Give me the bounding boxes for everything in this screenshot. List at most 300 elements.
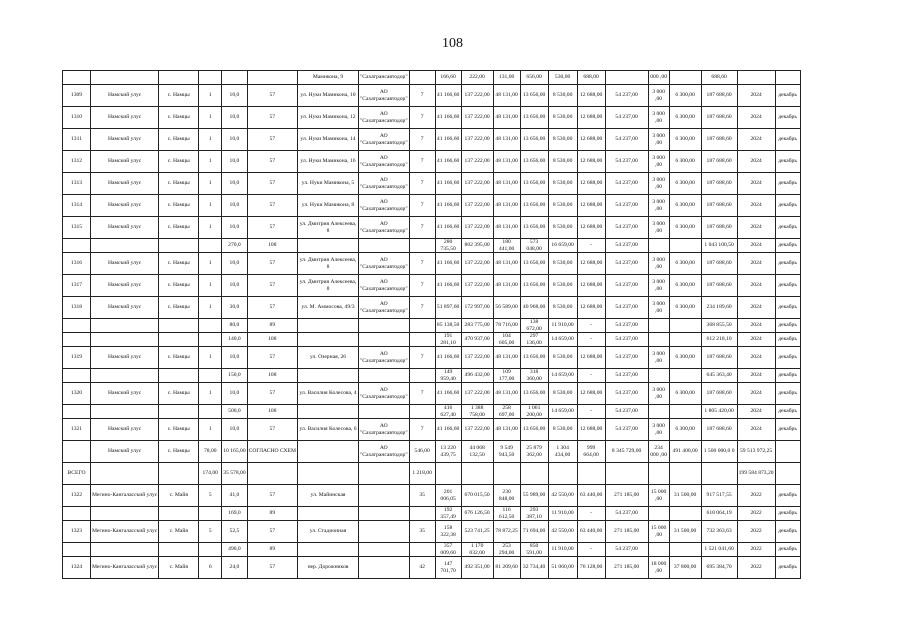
- cell: 6 300,00: [669, 217, 701, 239]
- cell: 187 688,60: [701, 217, 737, 239]
- cell: 137 222,00: [461, 275, 493, 297]
- cell: Намский улус: [91, 275, 159, 297]
- cell: 13 656,00: [520, 195, 548, 217]
- cell: с. Майя: [159, 485, 199, 507]
- cell: 1316: [63, 253, 91, 275]
- cell: 57: [247, 275, 297, 297]
- cell: [648, 507, 669, 521]
- cell: [63, 333, 91, 347]
- cell: 54 237,00: [605, 85, 648, 107]
- cell: -: [577, 319, 605, 333]
- cell: 57: [247, 151, 297, 173]
- cell: 54 237,00: [605, 129, 648, 151]
- cell: [493, 463, 520, 485]
- cell: [298, 369, 359, 383]
- cell: [669, 333, 701, 347]
- cell: 8 530,00: [548, 253, 577, 275]
- cell: декабрь: [775, 369, 800, 383]
- cell: 283 775,00: [461, 319, 493, 333]
- cell: [159, 507, 199, 521]
- cell: -: [577, 405, 605, 419]
- cell: [159, 543, 199, 557]
- cell: 10,0: [222, 85, 247, 107]
- cell: [199, 333, 222, 347]
- cell: 35: [409, 485, 435, 507]
- cell: декабрь: [775, 275, 800, 297]
- page-number: 108: [442, 36, 463, 51]
- cell: 12 688,00: [577, 107, 605, 129]
- cell: [409, 239, 435, 253]
- cell: 42 550,00: [548, 485, 577, 507]
- cell: [247, 463, 297, 485]
- cell: с. Намцы: [159, 253, 199, 275]
- cell: [737, 71, 775, 85]
- cell: 14 659,00: [548, 369, 577, 383]
- cell: 41 166,60: [435, 217, 461, 239]
- cell: Мегино-Кангаласский улус: [91, 521, 159, 543]
- cell: [63, 369, 91, 383]
- cell: [648, 405, 669, 419]
- cell: 57: [247, 129, 297, 151]
- cell: [298, 441, 359, 463]
- cell: 48 131,00: [493, 419, 520, 441]
- table-row: [63, 107, 801, 129]
- cell: с. Намцы: [159, 129, 199, 151]
- cell: 54 237,00: [605, 275, 648, 297]
- table-row: [63, 405, 801, 419]
- cell: 470 937,00: [461, 333, 493, 347]
- cell: 2024: [737, 297, 775, 319]
- cell: 7: [409, 297, 435, 319]
- cell: 1 043 100,50: [701, 239, 737, 253]
- cell: [63, 543, 91, 557]
- cell: 57: [247, 253, 297, 275]
- cell: 1: [199, 253, 222, 275]
- cell: 1 388 758,00: [461, 405, 493, 419]
- cell: 10,0: [222, 419, 247, 441]
- cell: 137 222,00: [461, 347, 493, 369]
- cell: ул. Нуки Мамикона, 10: [298, 85, 359, 107]
- cell: 89: [247, 319, 297, 333]
- cell: 54 237,00: [605, 253, 648, 275]
- cell: Намский улус: [91, 173, 159, 195]
- cell: [409, 333, 435, 347]
- cell: 999 664,00: [577, 441, 605, 463]
- cell: АО "Сахатрансавтодор": [359, 347, 410, 369]
- cell: АО "Сахатрансавтодор": [359, 383, 410, 405]
- cell: 6 300,00: [669, 419, 701, 441]
- cell: [63, 319, 91, 333]
- cell: [577, 463, 605, 485]
- cell: 35: [409, 521, 435, 543]
- cell: 13 656,00: [520, 253, 548, 275]
- cell: [91, 319, 159, 333]
- cell: 676 126,50: [461, 507, 493, 521]
- cell: 187 688,60: [701, 195, 737, 217]
- table-row: [63, 383, 801, 405]
- cell: 54 237,00: [605, 347, 648, 369]
- cell: [359, 463, 410, 485]
- cell: 8 530,00: [548, 85, 577, 107]
- cell: 138 672,00: [520, 319, 548, 333]
- cell: 3 000 ,00: [648, 129, 669, 151]
- cell: 10,0: [222, 217, 247, 239]
- cell: 2024: [737, 369, 775, 383]
- cell: 1: [199, 383, 222, 405]
- cell: декабрь: [775, 297, 800, 319]
- cell: 8 345 729,00: [605, 441, 648, 463]
- cell: [159, 319, 199, 333]
- cell: 490,0: [222, 543, 247, 557]
- cell: [91, 507, 159, 521]
- cell: декабрь: [775, 151, 800, 173]
- cell: 54 237,00: [605, 507, 648, 521]
- cell: 11 910,00: [548, 543, 577, 557]
- cell: декабрь: [775, 173, 800, 195]
- cell: 78 716,00: [493, 319, 520, 333]
- cell: АО "Сахатрансавтодор": [359, 275, 410, 297]
- cell: 2024: [737, 383, 775, 405]
- cell: [520, 463, 548, 485]
- cell: 7: [409, 107, 435, 129]
- table-row: [63, 217, 801, 239]
- cell: [669, 405, 701, 419]
- cell: 6: [199, 557, 222, 579]
- cell: 6 300,00: [669, 107, 701, 129]
- cell: [63, 71, 91, 85]
- cell: [359, 319, 410, 333]
- cell: 7: [409, 173, 435, 195]
- cell: 688,60: [701, 71, 737, 85]
- cell: 18 000 ,00: [648, 557, 669, 579]
- cell: 57: [247, 419, 297, 441]
- cell: [775, 441, 800, 463]
- cell: 1: [199, 195, 222, 217]
- cell: [409, 319, 435, 333]
- cell: -: [577, 543, 605, 557]
- cell: 59 513 972,25: [737, 441, 775, 463]
- cell: 1319: [63, 347, 91, 369]
- cell: [359, 543, 410, 557]
- cell: Намский улус: [91, 217, 159, 239]
- cell: 52,5: [222, 521, 247, 543]
- cell: 3 000 ,00: [648, 297, 669, 319]
- cell: 13 656,00: [520, 173, 548, 195]
- cell: декабрь: [775, 485, 800, 507]
- cell: 51 897,60: [435, 297, 461, 319]
- cell: 48 131,00: [493, 195, 520, 217]
- cell: 3 000 ,00: [648, 253, 669, 275]
- cell: с. Намцы: [159, 173, 199, 195]
- cell: 7: [409, 253, 435, 275]
- cell: [199, 507, 222, 521]
- cell: 41,0: [222, 485, 247, 507]
- cell: 7: [409, 151, 435, 173]
- cell: АО "Сахатрансавтодор": [359, 195, 410, 217]
- cell: 612 218,10: [701, 333, 737, 347]
- cell: 76 128,00: [577, 557, 605, 579]
- cell: 44 068 132,50: [461, 441, 493, 463]
- cell: 1315: [63, 217, 91, 239]
- cell: 1 500 000,0 0: [701, 441, 737, 463]
- cell: 1 061 200,00: [520, 405, 548, 419]
- cell: АО "Сахатрансавтодор": [359, 173, 410, 195]
- cell: 7: [409, 275, 435, 297]
- table-row: [63, 195, 801, 217]
- cell: 10,0: [222, 151, 247, 173]
- table-row: [63, 239, 801, 253]
- cell: [409, 507, 435, 521]
- cell: 180 441,00: [493, 239, 520, 253]
- cell: 1: [199, 297, 222, 319]
- cell: 57: [247, 173, 297, 195]
- cell: 253 294,00: [493, 543, 520, 557]
- cell: [605, 71, 648, 85]
- cell: 14 659,00: [548, 405, 577, 419]
- cell: 10,0: [222, 195, 247, 217]
- cell: 8 530,00: [548, 151, 577, 173]
- cell: Мамикона, 9: [298, 71, 359, 85]
- cell: декабрь: [775, 253, 800, 275]
- cell: 54 237,00: [605, 333, 648, 347]
- cell: 57: [247, 107, 297, 129]
- table-row: [63, 557, 801, 579]
- cell: 8 530,00: [548, 173, 577, 195]
- cell: 13 220 439,75: [435, 441, 461, 463]
- cell: 187 688,60: [701, 253, 737, 275]
- cell: [701, 463, 737, 485]
- cell: декабрь: [775, 195, 800, 217]
- cell: декабрь: [775, 557, 800, 579]
- cell: 1311: [63, 129, 91, 151]
- cell: с. Майя: [159, 521, 199, 543]
- cell: 187 688,60: [701, 275, 737, 297]
- cell: 6 300,00: [669, 383, 701, 405]
- cell: 85 138,50: [435, 319, 461, 333]
- cell: 54 237,00: [605, 319, 648, 333]
- cell: [648, 319, 669, 333]
- cell: [247, 71, 297, 85]
- table-row: [63, 521, 801, 543]
- cell: 297 136,00: [520, 333, 548, 347]
- cell: [409, 71, 435, 85]
- table-row: [63, 485, 801, 507]
- cell: 48 131,00: [493, 129, 520, 151]
- cell: 10,0: [222, 383, 247, 405]
- cell: 3 000 ,00: [648, 217, 669, 239]
- cell: 2024: [737, 405, 775, 419]
- cell: 13 656,00: [520, 383, 548, 405]
- cell: 187 688,60: [701, 107, 737, 129]
- cell: 78,00: [199, 441, 222, 463]
- cell: декабрь: [775, 239, 800, 253]
- table-row: [63, 71, 801, 85]
- cell: 150,0: [222, 369, 247, 383]
- cell: 11 910,00: [548, 507, 577, 521]
- cell: 10,0: [222, 173, 247, 195]
- cell: АО "Сахатрансавтодор": [359, 297, 410, 319]
- cell: 1 304 434,00: [548, 441, 577, 463]
- table-row: [63, 507, 801, 521]
- cell: 6 300,00: [669, 129, 701, 151]
- cell: 41 166,60: [435, 253, 461, 275]
- cell: Мегино-Кангаласский улус: [91, 485, 159, 507]
- cell: 12 688,00: [577, 253, 605, 275]
- cell: 3 000 ,00: [648, 419, 669, 441]
- cell: 7: [409, 217, 435, 239]
- cell: 42 550,00: [548, 521, 577, 543]
- cell: 6 300,00: [669, 347, 701, 369]
- cell: 8 530,00: [548, 195, 577, 217]
- cell: [199, 543, 222, 557]
- cell: с. Майя: [159, 557, 199, 579]
- cell: Намский улус: [91, 383, 159, 405]
- cell: [461, 463, 493, 485]
- cell: 2024: [737, 239, 775, 253]
- cell: декабрь: [775, 319, 800, 333]
- cell: 2024: [737, 85, 775, 107]
- cell: 8 530,00: [548, 217, 577, 239]
- cell: 57: [247, 485, 297, 507]
- cell: 137 222,00: [461, 253, 493, 275]
- cell: 187 688,60: [701, 347, 737, 369]
- cell: 158 322,38: [435, 521, 461, 543]
- cell: [359, 507, 410, 521]
- cell: с. Намцы: [159, 383, 199, 405]
- cell: 1: [199, 85, 222, 107]
- cell: [409, 543, 435, 557]
- cell: 54 237,00: [605, 543, 648, 557]
- table-row: [63, 253, 801, 275]
- cell: СОГЛАСНО СХЕМ: [247, 441, 297, 463]
- cell: 13 656,00: [520, 151, 548, 173]
- cell: [63, 239, 91, 253]
- cell: 2024: [737, 419, 775, 441]
- cell: АО "Сахатрансавтодор": [359, 419, 410, 441]
- cell: [669, 239, 701, 253]
- cell: декабрь: [775, 129, 800, 151]
- table-row: [63, 129, 801, 151]
- cell: 1318: [63, 297, 91, 319]
- cell: 11 910,00: [548, 319, 577, 333]
- cell: [298, 333, 359, 347]
- cell: 48 131,00: [493, 217, 520, 239]
- cell: 2024: [737, 333, 775, 347]
- cell: 2022: [737, 557, 775, 579]
- cell: [669, 507, 701, 521]
- cell: 35 578,00: [222, 463, 247, 485]
- cell: "Сахатрансавтодор": [359, 71, 410, 85]
- cell: с. Намцы: [159, 347, 199, 369]
- cell: 2024: [737, 107, 775, 129]
- cell: [298, 319, 359, 333]
- cell: 174,00: [199, 463, 222, 485]
- cell: 2024: [737, 217, 775, 239]
- cell: 63 440,00: [577, 521, 605, 543]
- cell: 187 688,60: [701, 419, 737, 441]
- cell: ул. Василия Колесова, 4: [298, 383, 359, 405]
- cell: ул. Стадионная: [298, 521, 359, 543]
- cell: 108: [247, 369, 297, 383]
- cell: 234 000 ,00: [648, 441, 669, 463]
- cell: 1: [199, 173, 222, 195]
- cell: ул. М. Аммосова, 49/3: [298, 297, 359, 319]
- cell: 491 400,00: [669, 441, 701, 463]
- cell: [199, 319, 222, 333]
- cell: 1 170 032,00: [461, 543, 493, 557]
- cell: декабрь: [775, 85, 800, 107]
- cell: 1309: [63, 85, 91, 107]
- cell: 137 222,00: [461, 195, 493, 217]
- cell: 6 300,00: [669, 253, 701, 275]
- cell: 166,60: [435, 71, 461, 85]
- cell: 57: [247, 347, 297, 369]
- cell: 12 688,00: [577, 195, 605, 217]
- cell: 37 800,00: [669, 557, 701, 579]
- table-row: [63, 319, 801, 333]
- cell: с. Намцы: [159, 441, 199, 463]
- cell: 10,0: [222, 347, 247, 369]
- cell: 1 218,00: [409, 463, 435, 485]
- cell: 2022: [737, 485, 775, 507]
- cell: 222,00: [461, 71, 493, 85]
- cell: 48 131,00: [493, 347, 520, 369]
- cell: 8 530,00: [548, 297, 577, 319]
- cell: 13 656,00: [520, 275, 548, 297]
- cell: 137 222,00: [461, 107, 493, 129]
- cell: ул. Нуки Мамикона, 8: [298, 195, 359, 217]
- cell: 137 222,00: [461, 85, 493, 107]
- cell: Намский улус: [91, 151, 159, 173]
- cell: 41 166,60: [435, 383, 461, 405]
- cell: 54 237,00: [605, 383, 648, 405]
- cell: АО "Сахатрансавтодор": [359, 253, 410, 275]
- cell: 137 222,00: [461, 383, 493, 405]
- cell: 57: [247, 297, 297, 319]
- cell: 000 ,00: [648, 71, 669, 85]
- cell: ул. Нуки Мамикона, 14: [298, 129, 359, 151]
- cell: АО "Сахатрансавтодор": [359, 107, 410, 129]
- cell: [199, 369, 222, 383]
- cell: Мегино-Кангаласский улус: [91, 557, 159, 579]
- cell: 13 656,00: [520, 419, 548, 441]
- cell: 54 237,00: [605, 173, 648, 195]
- cell: пер. Дорожников: [298, 557, 359, 579]
- cell: АО "Сахатрансавтодор": [359, 151, 410, 173]
- table-row: [63, 463, 801, 485]
- cell: 1 521 041,60: [701, 543, 737, 557]
- cell: [91, 239, 159, 253]
- cell: 42: [409, 557, 435, 579]
- cell: [159, 369, 199, 383]
- cell: 51 060,00: [548, 557, 577, 579]
- cell: 1323: [63, 521, 91, 543]
- cell: 12 688,00: [577, 297, 605, 319]
- cell: [669, 71, 701, 85]
- cell: 10,0: [222, 253, 247, 275]
- cell: 546,00: [409, 441, 435, 463]
- cell: 368 855,50: [701, 319, 737, 333]
- cell: 3 000 ,00: [648, 85, 669, 107]
- cell: 523 741,25: [461, 521, 493, 543]
- cell: 48 131,00: [493, 253, 520, 275]
- cell: -: [577, 239, 605, 253]
- cell: 1320: [63, 383, 91, 405]
- cell: 318 360,00: [520, 369, 548, 383]
- cell: 63 440,00: [577, 485, 605, 507]
- cell: 5: [199, 521, 222, 543]
- cell: 55 989,00: [520, 485, 548, 507]
